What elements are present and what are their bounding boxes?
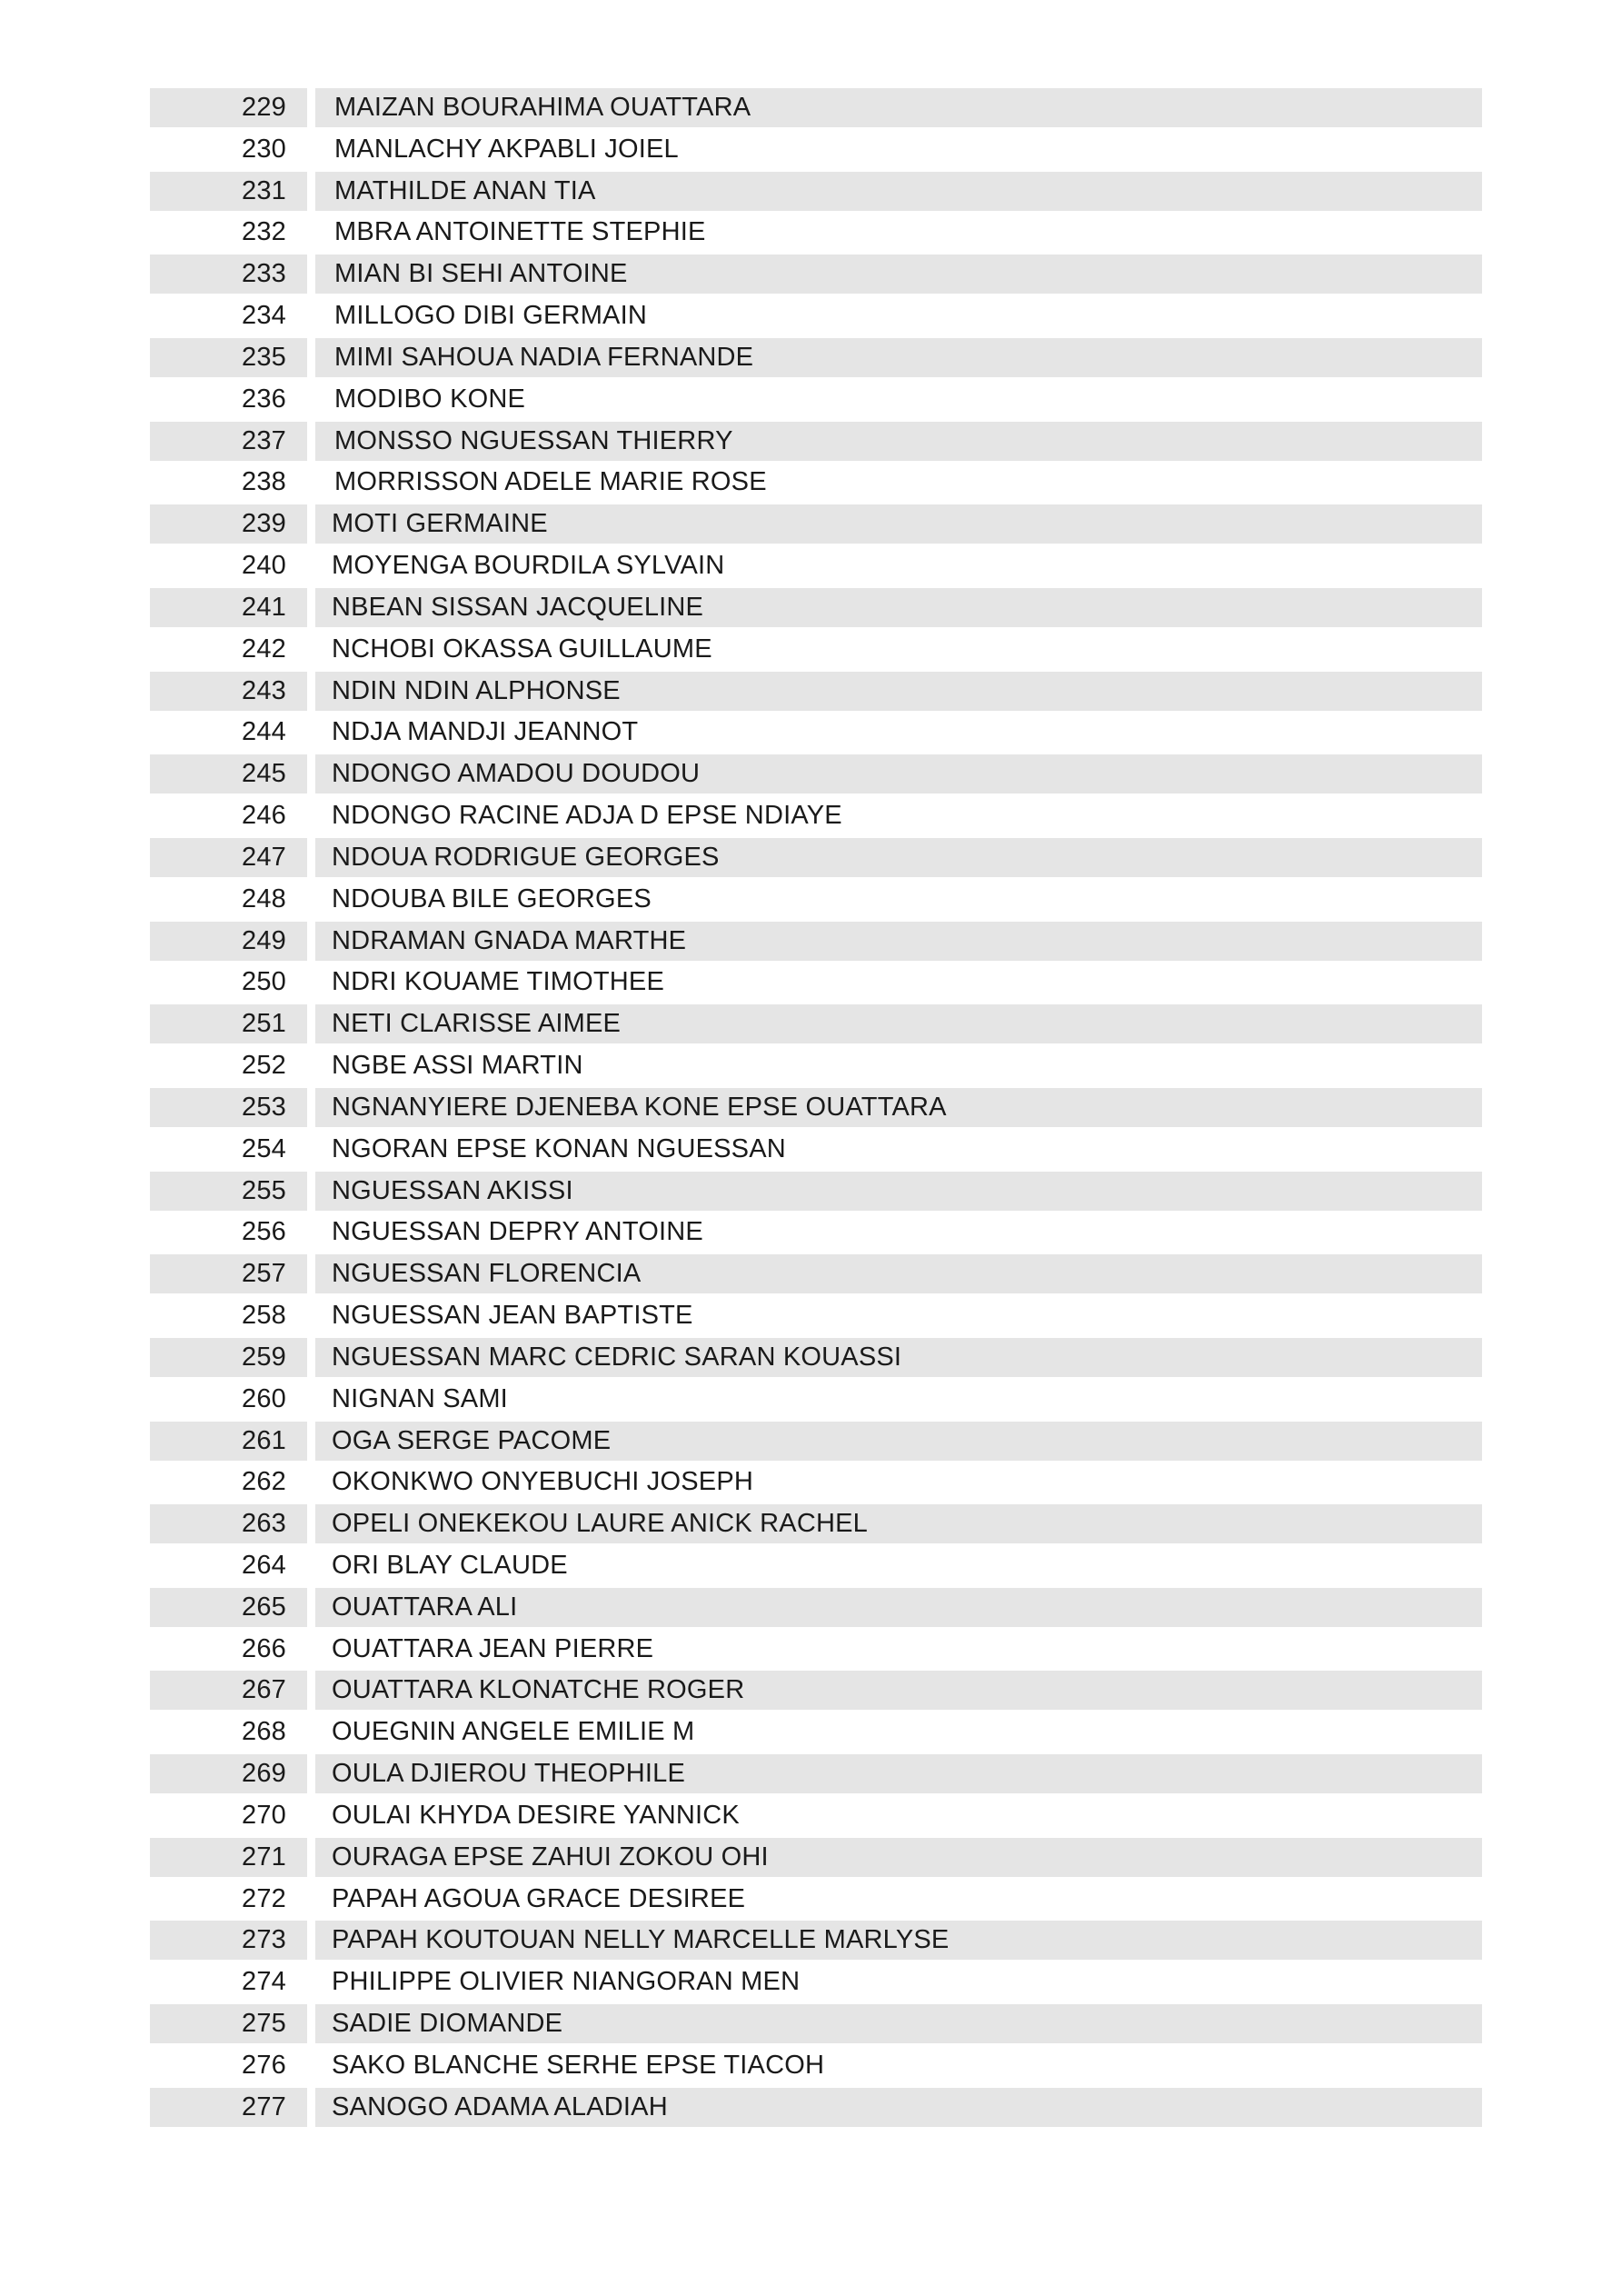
row-number: 246 [242,801,286,831]
row-name: NDONGO RACINE ADJA D EPSE NDIAYE [332,801,842,831]
row-name-cell [315,1296,1482,1335]
name-list [150,88,1482,2130]
row-number-cell [150,1004,307,1043]
list-row [150,1296,1482,1338]
row-name-cell [315,672,1482,711]
row-number: 239 [242,509,286,539]
row-name-cell [315,1880,1482,1919]
row-number-cell [150,88,307,127]
row-name: OULAI KHYDA DESIRE YANNICK [332,1800,740,1830]
row-name: OPELI ONEKEKOU LAURE ANICK RACHEL [332,1509,868,1539]
row-name-cell [315,754,1482,794]
row-number: 230 [242,134,286,164]
row-number-cell [150,963,307,1002]
list-row [150,1671,1482,1712]
row-number: 263 [242,1509,286,1539]
row-number: 267 [242,1675,286,1705]
list-row [150,588,1482,630]
row-name: NDRI KOUAME TIMOTHEE [332,967,664,997]
row-number-cell [150,422,307,461]
row-name: NGUESSAN FLORENCIA [332,1259,642,1289]
row-number-cell [150,1962,307,2002]
row-number: 256 [242,1217,286,1247]
list-row [150,1088,1482,1130]
row-number-cell [150,1630,307,1669]
row-number-cell [150,630,307,669]
row-number: 271 [242,1842,286,1872]
row-number-cell [150,1422,307,1461]
row-number: 255 [242,1175,286,1205]
row-name-cell [315,1546,1482,1585]
list-row [150,1338,1482,1380]
list-row [150,380,1482,422]
row-name-cell [315,1504,1482,1543]
list-row [150,796,1482,838]
row-name: OGA SERGE PACOME [332,1425,612,1455]
row-name: PAPAH AGOUA GRACE DESIREE [332,1883,746,1913]
row-name-cell [315,1671,1482,1710]
row-name-cell [315,422,1482,461]
row-number-cell [150,1046,307,1085]
row-name-cell [315,463,1482,502]
row-name: OUATTARA KLONATCHE ROGER [332,1675,745,1705]
list-row [150,1838,1482,1880]
list-row [150,1462,1482,1504]
list-row [150,546,1482,588]
row-number-cell [150,1588,307,1627]
row-number-cell [150,213,307,252]
list-row [150,1754,1482,1796]
list-row [150,1796,1482,1838]
list-row [150,213,1482,255]
row-name: PHILIPPE OLIVIER NIANGORAN MEN [332,1967,801,1997]
row-name: NBEAN SISSAN JACQUELINE [332,592,704,622]
row-name: NETI CLARISSE AIMEE [332,1009,622,1039]
row-name-cell [315,1962,1482,2002]
row-name-cell [315,255,1482,294]
row-name: NGUESSAN JEAN BAPTISTE [332,1301,693,1331]
row-name: NGUESSAN DEPRY ANTOINE [332,1217,703,1247]
row-number-cell [150,1880,307,1919]
row-number: 238 [242,467,286,497]
row-name: OKONKWO ONYEBUCHI JOSEPH [332,1467,754,1497]
row-number: 269 [242,1759,286,1789]
row-number-cell [150,1796,307,1835]
row-number-cell [150,1254,307,1293]
list-row [150,255,1482,296]
row-number-cell [150,1130,307,1169]
row-name: SANOGO ADAMA ALADIAH [332,2091,668,2121]
row-name-cell [315,172,1482,211]
row-number-cell [150,463,307,502]
row-number-cell [150,754,307,794]
row-number-cell [150,1546,307,1585]
row-number: 236 [242,384,286,414]
row-name: NGBE ASSI MARTIN [332,1051,583,1081]
row-number-cell [150,1754,307,1793]
row-name: ORI BLAY CLAUDE [332,1550,568,1580]
list-row [150,1380,1482,1422]
row-name: NDRAMAN GNADA MARTHE [332,925,687,955]
list-row [150,838,1482,880]
row-name-cell [315,1130,1482,1169]
row-name: NDIN NDIN ALPHONSE [332,675,621,705]
row-number-cell [150,546,307,585]
row-number-cell [150,255,307,294]
list-row [150,2046,1482,2088]
list-row [150,1130,1482,1172]
row-number-cell [150,838,307,877]
row-number-cell [150,713,307,752]
row-name: MODIBO KONE [334,384,526,414]
row-number: 235 [242,342,286,372]
row-number: 254 [242,1133,286,1163]
list-row [150,1422,1482,1463]
row-name: OUEGNIN ANGELE EMILIE M [332,1717,695,1747]
list-row [150,1588,1482,1630]
row-name-cell [315,2004,1482,2043]
row-number-cell [150,1671,307,1710]
row-name-cell [315,88,1482,127]
row-number-cell [150,1338,307,1377]
row-number-cell [150,1838,307,1877]
list-row [150,1921,1482,1962]
row-number: 241 [242,592,286,622]
row-name: NGORAN EPSE KONAN NGUESSAN [332,1133,786,1163]
list-row [150,88,1482,130]
row-number: 274 [242,1967,286,1997]
list-row [150,504,1482,546]
list-row [150,1546,1482,1588]
row-name-cell [315,796,1482,835]
row-number: 268 [242,1717,286,1747]
list-row [150,1630,1482,1672]
row-name-cell [315,922,1482,961]
row-number-cell [150,172,307,211]
row-number-cell [150,796,307,835]
row-name-cell [315,1838,1482,1877]
row-number-cell [150,1462,307,1502]
row-name: MIMI SAHOUA NADIA FERNANDE [334,342,754,372]
row-number: 232 [242,217,286,247]
row-name-cell [315,1213,1482,1252]
row-name: OULA DJIEROU THEOPHILE [332,1759,686,1789]
row-number: 229 [242,93,286,122]
row-name-cell [315,338,1482,377]
row-number-cell [150,1504,307,1543]
list-row [150,922,1482,963]
list-row [150,1880,1482,1922]
row-name-cell [315,880,1482,919]
row-name-cell [315,1380,1482,1419]
row-name-cell [315,838,1482,877]
row-number: 243 [242,675,286,705]
row-name-cell [315,380,1482,419]
row-number: 277 [242,2091,286,2121]
row-number: 276 [242,2050,286,2080]
row-name-cell [315,963,1482,1002]
row-name: NDJA MANDJI JEANNOT [332,717,639,747]
list-row [150,2004,1482,2046]
row-number: 234 [242,301,286,331]
row-number: 237 [242,425,286,455]
row-name-cell [315,504,1482,544]
row-number: 266 [242,1633,286,1663]
row-name: NDOUA RODRIGUE GEORGES [332,842,720,872]
list-row [150,880,1482,922]
list-row [150,1004,1482,1046]
row-number: 261 [242,1425,286,1455]
row-name-cell [315,1462,1482,1502]
row-number-cell [150,2046,307,2085]
row-number-cell [150,672,307,711]
list-row [150,963,1482,1004]
row-number-cell [150,922,307,961]
row-name: MATHILDE ANAN TIA [334,175,596,205]
row-name-cell [315,1588,1482,1627]
row-name-cell [315,2046,1482,2085]
list-row [150,130,1482,172]
row-name-cell [315,1796,1482,1835]
row-number: 247 [242,842,286,872]
row-number: 251 [242,1009,286,1039]
row-number-cell [150,2004,307,2043]
row-number: 275 [242,2009,286,2039]
row-number: 253 [242,1092,286,1122]
row-number-cell [150,588,307,627]
row-number: 258 [242,1301,286,1331]
row-name-cell [315,713,1482,752]
row-number-cell [150,880,307,919]
row-number: 259 [242,1342,286,1372]
row-number-cell [150,296,307,335]
row-name-cell [315,1754,1482,1793]
row-name-cell [315,1712,1482,1752]
row-number: 242 [242,634,286,664]
row-number-cell [150,1380,307,1419]
row-number: 265 [242,1592,286,1622]
list-row [150,1172,1482,1213]
list-row [150,1712,1482,1754]
list-row [150,630,1482,672]
row-name: MBRA ANTOINETTE STEPHIE [334,217,706,247]
row-name: MAIZAN BOURAHIMA OUATTARA [334,93,751,122]
row-number: 250 [242,967,286,997]
row-name-cell [315,1254,1482,1293]
row-name: PAPAH KOUTOUAN NELLY MARCELLE MARLYSE [332,1925,950,1955]
row-name: OUATTARA ALI [332,1592,518,1622]
row-number: 245 [242,759,286,789]
list-row [150,296,1482,338]
row-name-cell [315,1088,1482,1127]
row-number: 262 [242,1467,286,1497]
row-name: MORRISSON ADELE MARIE ROSE [334,467,767,497]
row-number: 252 [242,1051,286,1081]
row-number-cell [150,1296,307,1335]
list-row [150,1962,1482,2004]
list-row [150,1504,1482,1546]
row-name: OURAGA EPSE ZAHUI ZOKOU OHI [332,1842,769,1872]
row-name-cell [315,130,1482,169]
row-name: NGUESSAN MARC CEDRIC SARAN KOUASSI [332,1342,902,1372]
row-number-cell [150,504,307,544]
list-row [150,713,1482,754]
list-row [150,2088,1482,2130]
row-name-cell [315,630,1482,669]
row-name-cell [315,1422,1482,1461]
row-name: SADIE DIOMANDE [332,2009,563,2039]
list-row [150,1254,1482,1296]
row-name: NDOUBA BILE GEORGES [332,883,652,913]
row-number: 260 [242,1383,286,1413]
row-name-cell [315,1921,1482,1960]
row-name: NGUESSAN AKISSI [332,1175,573,1205]
list-row [150,1213,1482,1254]
list-row [150,672,1482,714]
row-number: 264 [242,1550,286,1580]
row-number: 240 [242,551,286,581]
row-number: 244 [242,717,286,747]
row-name: MIAN BI SEHI ANTOINE [334,259,628,289]
row-name: NIGNAN SAMI [332,1383,508,1413]
list-row [150,754,1482,796]
row-name: SAKO BLANCHE SERHE EPSE TIACOH [332,2050,825,2080]
row-number-cell [150,2088,307,2127]
row-number-cell [150,1088,307,1127]
row-number-cell [150,338,307,377]
row-name-cell [315,1630,1482,1669]
row-name: MOTI GERMAINE [332,509,548,539]
row-number: 270 [242,1800,286,1830]
row-number: 249 [242,925,286,955]
list-row [150,422,1482,464]
row-name: NCHOBI OKASSA GUILLAUME [332,634,712,664]
row-name-cell [315,1004,1482,1043]
row-name: NDONGO AMADOU DOUDOU [332,759,701,789]
row-number: 273 [242,1925,286,1955]
row-name-cell [315,1172,1482,1211]
row-number: 272 [242,1883,286,1913]
row-name-cell [315,588,1482,627]
row-number-cell [150,1712,307,1752]
row-number: 231 [242,175,286,205]
row-name-cell [315,296,1482,335]
row-name: NGNANYIERE DJENEBA KONE EPSE OUATTARA [332,1092,947,1122]
row-number-cell [150,1213,307,1252]
row-name: MOYENGA BOURDILA SYLVAIN [332,551,725,581]
list-row [150,338,1482,380]
row-name-cell [315,2088,1482,2127]
row-number-cell [150,380,307,419]
row-number-cell [150,1921,307,1960]
list-row [150,1046,1482,1088]
row-name: MONSSO NGUESSAN THIERRY [334,425,733,455]
list-row [150,463,1482,504]
row-name-cell [315,1338,1482,1377]
row-number: 257 [242,1259,286,1289]
row-number-cell [150,1172,307,1211]
list-row [150,172,1482,214]
row-number-cell [150,130,307,169]
row-name: OUATTARA JEAN PIERRE [332,1633,654,1663]
row-name: MANLACHY AKPABLI JOIEL [334,134,679,164]
row-name-cell [315,546,1482,585]
row-number: 248 [242,883,286,913]
row-name-cell [315,213,1482,252]
row-number: 233 [242,259,286,289]
row-name-cell [315,1046,1482,1085]
row-name: MILLOGO DIBI GERMAIN [334,301,647,331]
